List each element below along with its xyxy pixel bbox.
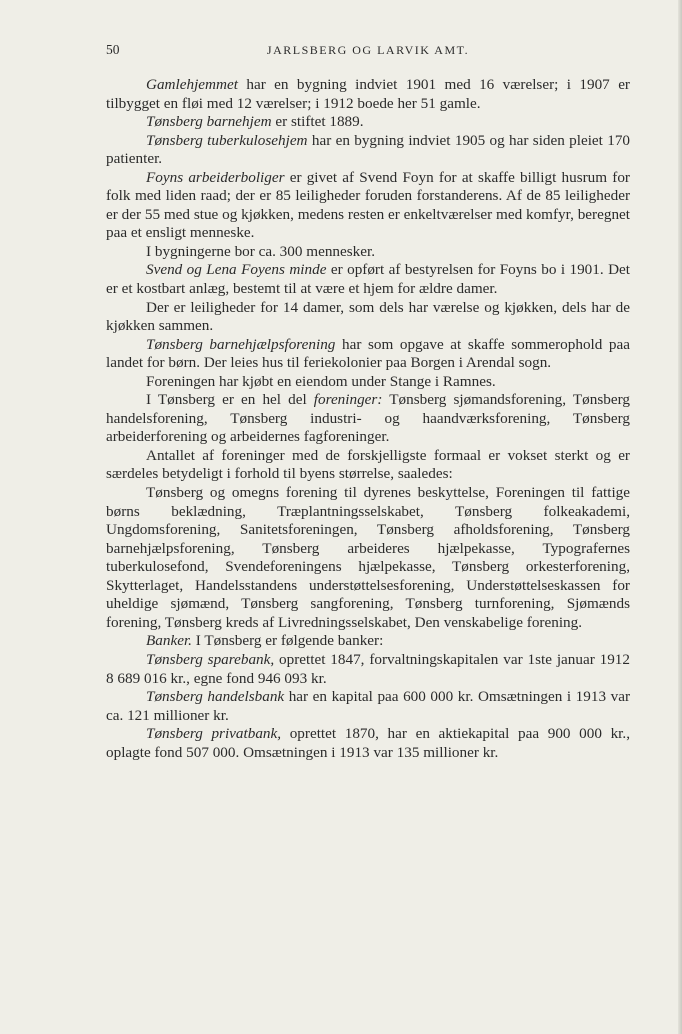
paragraph <box>106 299 630 336</box>
paragraph-text: Antallet af foreninger med de forskjelligste formaal er vokset sterkt og er særdeles betydeligt i forhold til byens størrelse, saaledes: <box>106 446 630 483</box>
page-edge <box>678 0 682 1034</box>
paragraph-text: har som opgave at skaffe sommerophold paa landet for børn. Der leies hus til feriekolonier paa Borgen i Arendal sogn. <box>106 335 630 372</box>
paragraph-text: I bygningerne bor ca. 300 mennesker. <box>146 242 376 260</box>
paragraph <box>106 113 630 132</box>
lead-term: Tønsberg tuberkulosehjem <box>146 131 308 149</box>
lead-term: Foyns arbeiderboliger <box>146 168 285 186</box>
paragraph-text: har en bygning indviet 1905 og har siden pleiet 170 patienter. <box>106 131 631 168</box>
paragraph <box>106 391 630 447</box>
paragraph-text: I Tønsberg er følgende banker: <box>191 632 384 650</box>
page-number: 50 <box>106 42 120 57</box>
paragraph-text: Foreningen har kjøbt en eiendom under Stange i Ramnes. <box>146 372 496 390</box>
paragraph <box>106 373 630 392</box>
paragraph <box>106 725 630 762</box>
paragraph <box>106 169 630 243</box>
paragraph-text: I Tønsberg er en hel del <box>146 391 314 409</box>
paragraph-text: er opført af bestyrelsen for Foyns bo i 1901. Det er et kostbart anlæg, bestemt til at være et hjem for ældre damer. <box>106 261 630 298</box>
paragraph <box>106 243 630 262</box>
lead-term: Banker. <box>146 632 192 650</box>
paragraph-text: Tønsberg sjømandsforening, Tønsberg handelsforening, Tønsberg industri- og haandværksforening, Tønsberg arbeiderforening og arbeidernes fagforeninger. <box>106 391 630 446</box>
paragraph-text: Der er leiligheder for 14 damer, som dels har værelse og kjøkken, dels har de kjøkken sammen. <box>106 298 630 335</box>
lead-term: Tønsberg barnehjælpsforening <box>146 335 336 353</box>
body-text <box>106 76 630 762</box>
lead-term: Tønsberg sparebank, <box>146 650 275 668</box>
paragraph <box>106 336 630 373</box>
paragraph-text: Tønsberg og omegns forening til dyrenes beskyttelse, Foreningen til fattige børns beklædning, Træplantningsselskabet, Tønsberg folkeakademi, Ungdomsforening, Sanitetsforeningen, Tønsberg afholdsforening, Tønsberg barnehjælpsforening, Tønsberg arbeideres hjælpekasse, Typografernes tuberkulosefond, Svendeforeningens hjælpekasse, Tønsberg orkesterforening, Skytterlaget, Handelsstandens understøttelsesforening, Understøttelseskassen for uheldige sjømænd, Tønsberg sangforening, Tønsberg turnforening, Sjømænds forening, Tønsberg kreds af Livredningsselskabet, Den venskabelige forening. <box>106 484 630 631</box>
lead-term: foreninger: <box>313 391 383 409</box>
paragraph <box>106 447 630 484</box>
paragraph-text: har en bygning indviet 1901 med 16 værelser; i 1907 er tilbygget en fløi med 12 værelser; i 1912 boede her 51 gamle. <box>106 76 630 112</box>
running-title: JARLSBERG OG LARVIK AMT. <box>266 43 470 57</box>
paragraph <box>106 261 630 298</box>
paragraph-text: oprettet 1847, forvaltningskapitalen var 1ste januar 1912 8 689 016 kr., egne fond 946 093 kr. <box>106 650 630 687</box>
lead-term: Svend og Lena Foyens minde <box>146 261 327 279</box>
lead-term: Tønsberg handelsbank <box>146 688 285 706</box>
paragraph <box>106 651 630 688</box>
lead-term: Tønsberg privatbank, <box>146 725 282 743</box>
paragraph-text: er givet af Svend Foyn for at skaffe billigt husrum for folk med liden raad; der er 85 leiligheder foruden forstanderens. Af de 85 leiligheder er der 55 med stue og kjøkken, medens resten er enkeltværelser med komfyr, beregnet paa et ensligt menneske. <box>106 168 630 242</box>
page-header <box>106 42 630 62</box>
lead-term: Gamlehjemmet <box>146 76 238 93</box>
paragraph <box>106 132 630 169</box>
paragraph <box>106 484 630 632</box>
paragraph <box>106 76 630 113</box>
paragraph <box>106 688 630 725</box>
lead-term: Tønsberg barnehjem <box>146 113 272 131</box>
paragraph-text: er stiftet 1889. <box>271 113 364 131</box>
paragraph-text: har en kapital paa 600 000 kr. Omsætningen i 1913 var ca. 121 millioner kr. <box>106 688 630 724</box>
paragraph <box>106 632 630 651</box>
paragraph-text: oprettet 1870, har en aktiekapital paa 900 000 kr., oplagte fond 507 000. Omsætningen i 1913 var 135 millioner kr. <box>106 725 630 761</box>
